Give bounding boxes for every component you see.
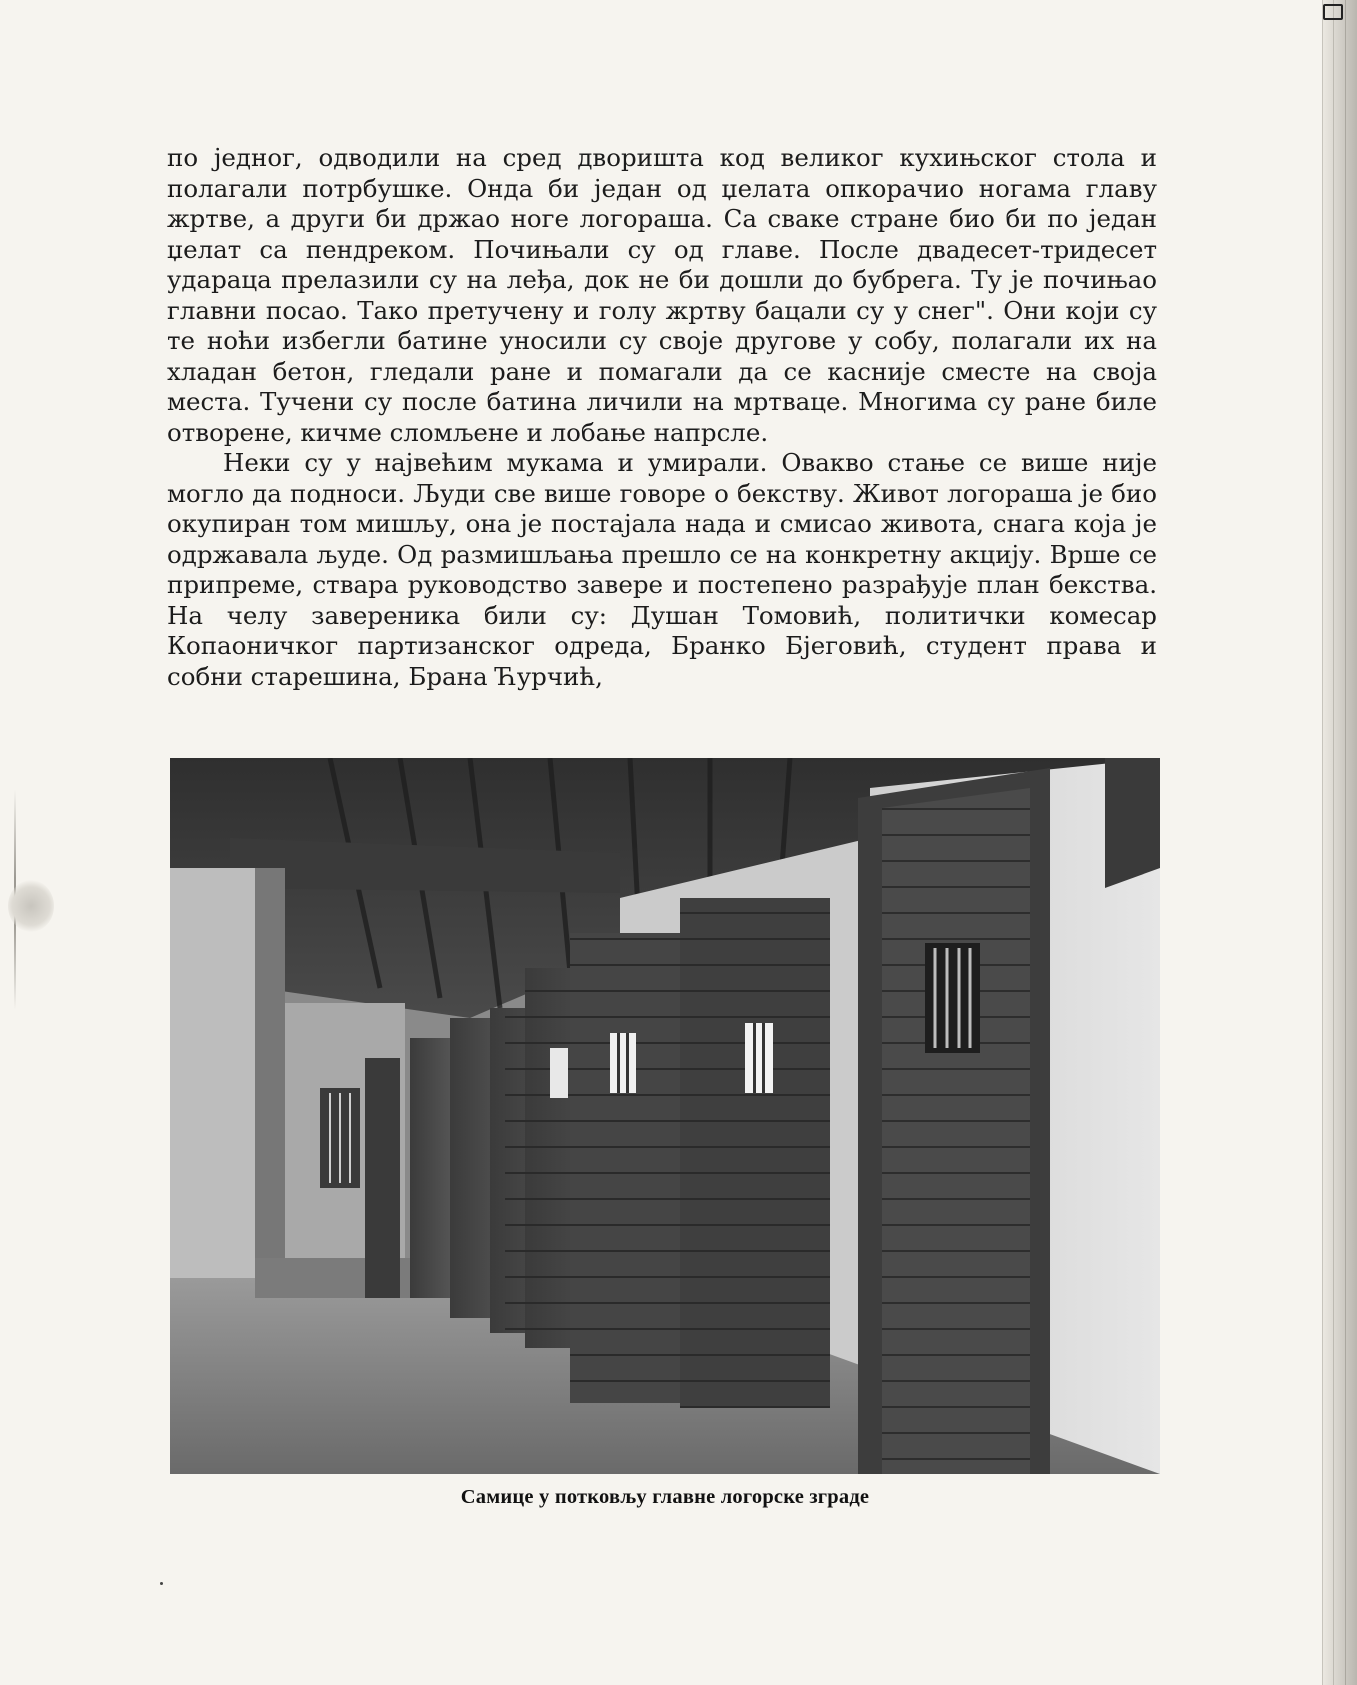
ink-speck — [160, 1582, 163, 1585]
paragraph-1: по једног, одводили на сред дворишта код великог кухињског стола и полагали потрбушке. Онда би један од џелата опкорачио ногама главу жртве, а други би држао ноге логораша. Са сваке стране био би по један џелат са пендреком. Почињали су од главе. После двадесет-тридесет удараца прелазили су на леђа, док не би дошли до бубрега. Ту је почињао главни посао. Тако претучену и голу жртву бацали су у снег". Они који су те ноћи избегли батине уносили су своје другове у собу, полагали их на хладан бетон, гледали ране и помагали да се касније сместе на своја места. Тучени су после батина личили на мртваце. Многима су ране биле отворене, кичме сломљене и лобање напрсле. — [167, 143, 1157, 447]
corridor-photo — [170, 758, 1160, 1474]
paragraph-2: Неки су у највећим мукама и умирали. Овакво стање се више није могло да подноси. Људи све више говоре о бекству. Живот логораша је био окупиран том мишљу, она је постајала нада и смисао живота, снага која је одржавала људе. Од размишљања прешло се на конкретну акцију. Врше се припреме, ствара руководство завере и постепено разрађује план бекства. На челу завереника били су: Душан Томовић, политички комесар Копаоничког партизанског одреда, Бранко Бјеговић, студент права и собни старешина, Брана Ћурчић, — [167, 448, 1157, 691]
page-stack-edge — [1322, 0, 1357, 1685]
page-damage — [8, 880, 54, 932]
body-text — [167, 143, 1157, 692]
photo-caption: Самице у потковљу главне логорске зграде — [460, 1486, 870, 1508]
staple-mark — [1323, 4, 1343, 20]
